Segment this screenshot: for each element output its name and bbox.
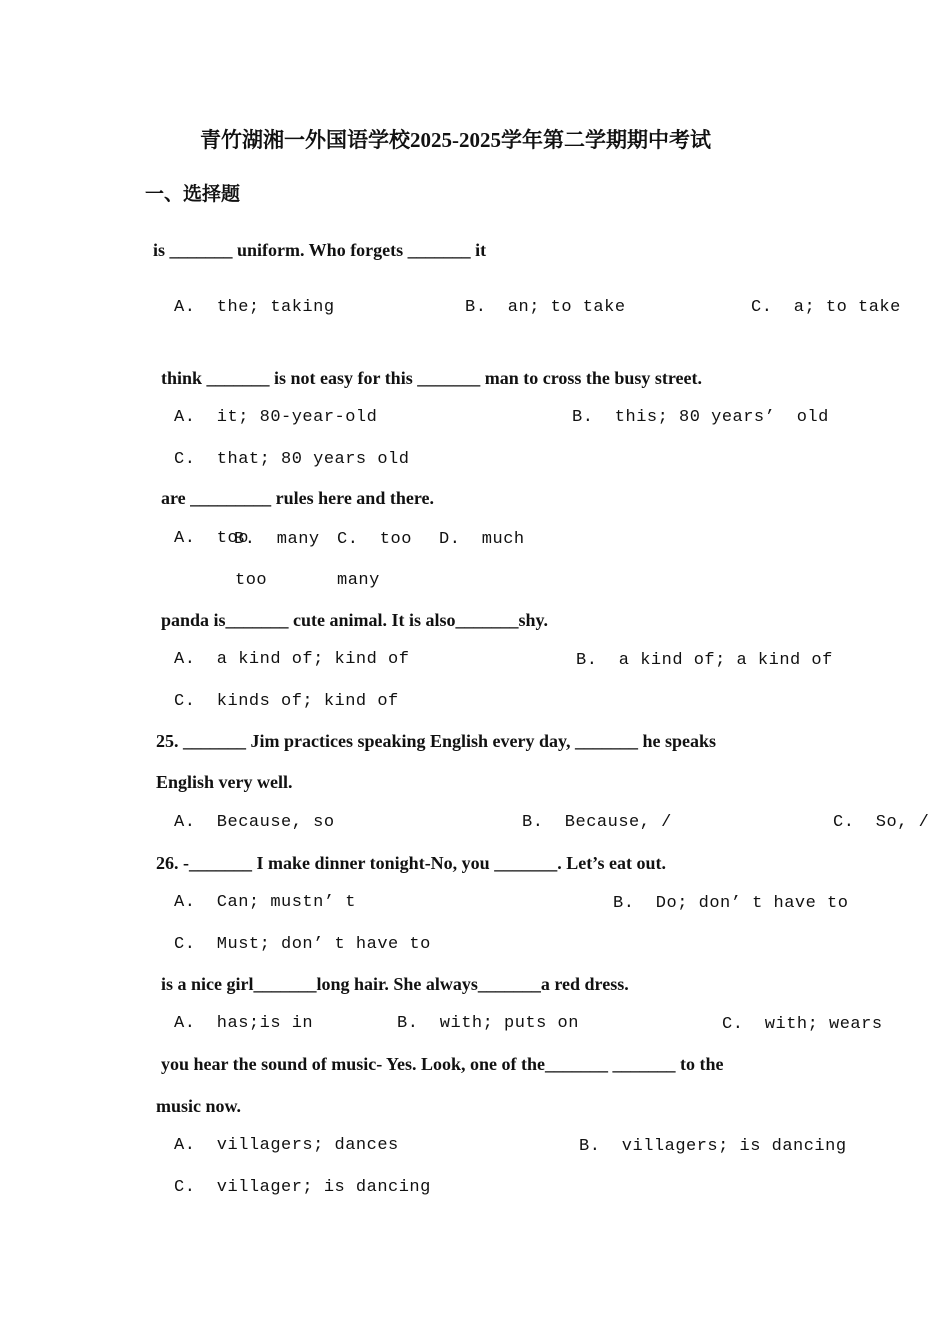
option-a: A. it; 80-year-old — [174, 408, 378, 427]
option-b: B. many — [234, 530, 320, 549]
option-d: D. much — [439, 530, 525, 549]
option-b: B. an; to take — [465, 298, 626, 317]
option-b: B. villagers; is dancing — [579, 1137, 847, 1156]
option-a: A. has;is in — [174, 1014, 314, 1033]
option-b: B. this; 80 years’ old — [572, 408, 829, 427]
option-b: B. Because, / — [522, 813, 672, 832]
question-stem: you hear the sound of music- Yes. Look, one of the_______ _______ to the — [161, 1054, 724, 1074]
option-a: A. too — [174, 529, 249, 548]
option-c-continued: many — [337, 571, 380, 590]
question-stem: are _________ rules here and there. — [161, 488, 434, 508]
question-stem-continued: music now. — [156, 1096, 242, 1116]
option-c: C. villager; is dancing — [174, 1178, 431, 1197]
option-c: C. Must; don’ t have to — [174, 935, 431, 954]
option-c: C. too — [337, 530, 412, 549]
option-b: B. a kind of; a kind of — [576, 651, 833, 670]
question-stem: 25. _______ Jim practices speaking English every day, _______ he speaks — [156, 731, 717, 751]
option-b: B. Do; don’ t have to — [613, 894, 849, 913]
option-c: C. that; 80 years old — [174, 450, 410, 469]
option-b-continued: too — [235, 571, 268, 590]
option-a: A. the; taking — [174, 298, 335, 317]
option-a: A. Can; mustn’ t — [174, 893, 356, 912]
option-c: C. kinds of; kind of — [174, 692, 399, 711]
option-b: B. with; puts on — [397, 1014, 579, 1033]
page-title: 青竹湖湘一外国语学校2025-2025学年第二学期期中考试 — [200, 128, 711, 152]
option-a: A. villagers; dances — [174, 1136, 399, 1155]
option-c: C. So, / — [833, 813, 930, 832]
question-stem: is a nice girl_______long hair. She always_______a red dress. — [161, 974, 629, 994]
question-stem: think _______ is not easy for this _______ man to cross the busy street. — [161, 368, 703, 388]
question-stem: is _______ uniform. Who forgets _______ it — [153, 240, 487, 260]
question-stem-continued: English very well. — [156, 772, 293, 792]
question-stem: 26. -_______ I make dinner tonight-No, you _______. Let’s eat out. — [156, 853, 667, 873]
option-c: C. with; wears — [722, 1015, 883, 1034]
option-a: A. a kind of; kind of — [174, 650, 410, 669]
option-c: C. a; to take — [751, 298, 901, 317]
option-a: A. Because, so — [174, 813, 335, 832]
section-heading: 一、选择题 — [145, 183, 241, 205]
question-stem: panda is_______ cute animal. It is also_______shy. — [161, 610, 549, 630]
